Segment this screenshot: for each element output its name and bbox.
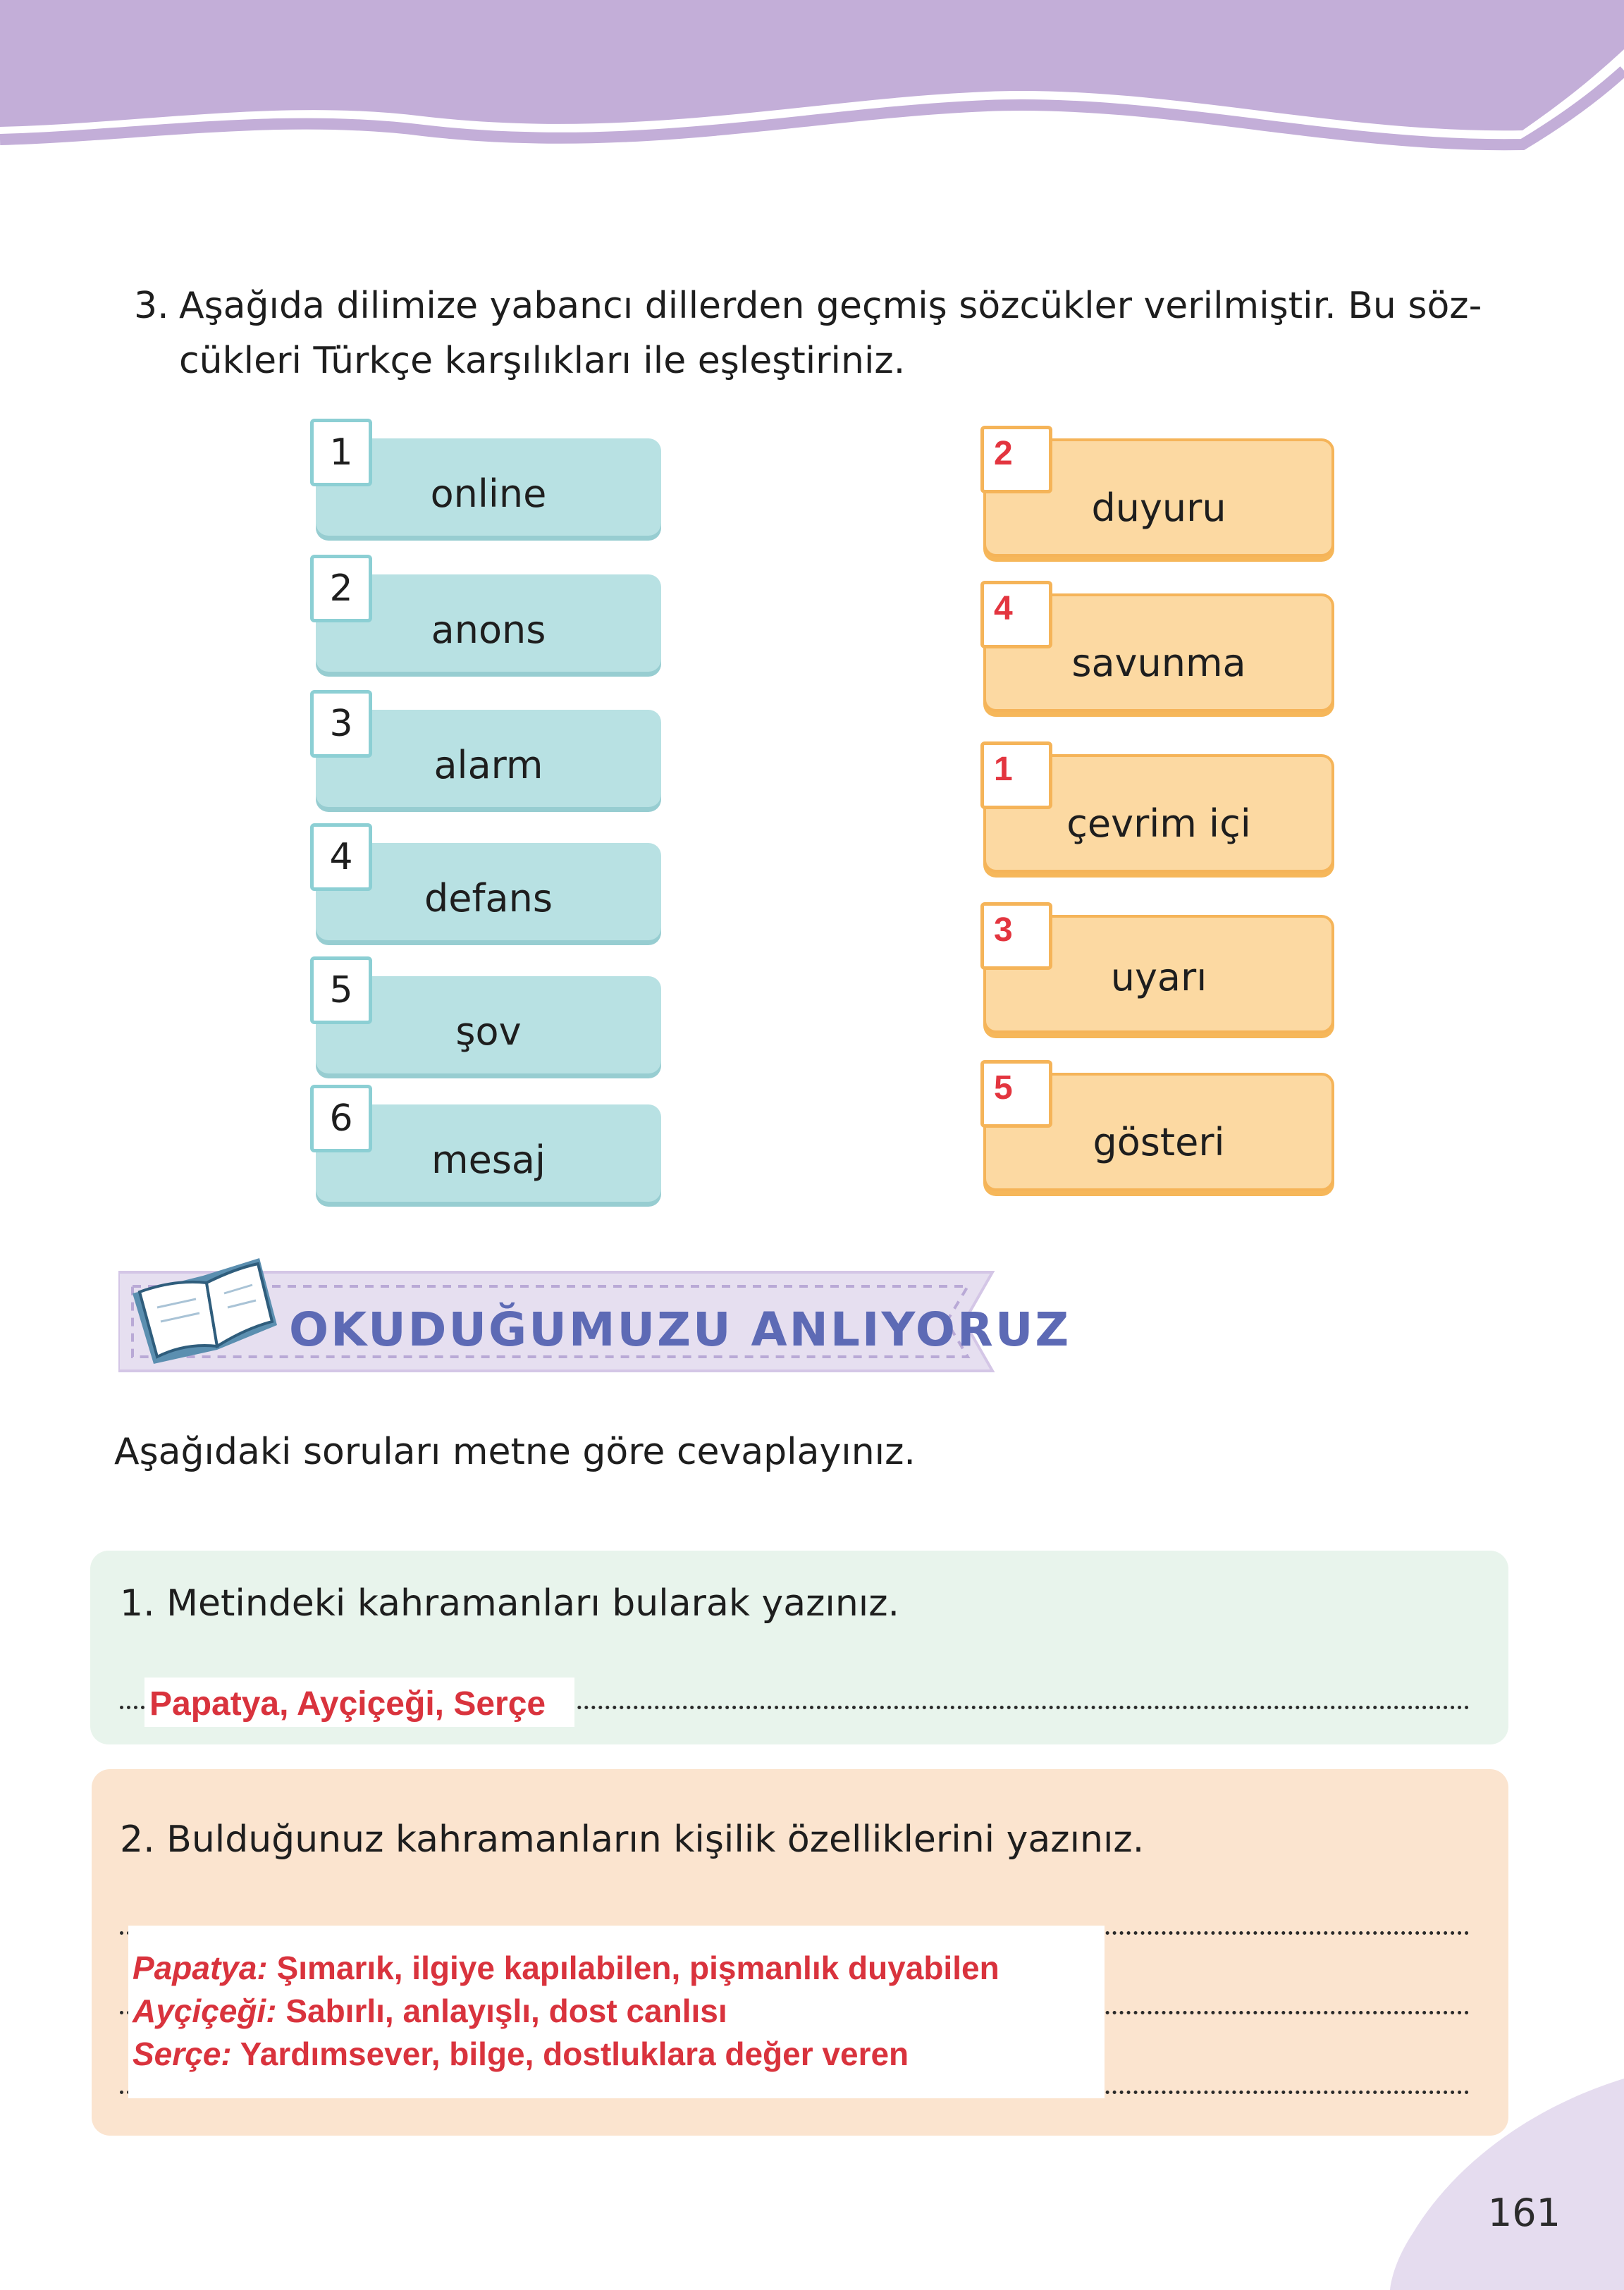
card-number: 1 [310, 419, 372, 486]
card-word: alarm [433, 743, 543, 787]
word-card [316, 567, 661, 672]
card-word: anons [431, 608, 546, 652]
answer-value: Sabırlı, anlayışlı, dost canlısı [285, 1993, 727, 2029]
card-word: duyuru [1091, 486, 1226, 530]
answer-box[interactable]: 2 [980, 426, 1052, 493]
card-number: 5 [310, 956, 372, 1024]
card-number: 2 [310, 555, 372, 622]
word-card [316, 703, 661, 807]
card-word: online [430, 472, 547, 516]
answer-box[interactable]: 1 [980, 741, 1052, 809]
question-text: Aşağıda dilimize yabancı dillerden geçmiş sözcükler verilmiştir. Bu söz-cükleri Türkçe karşılıkları ile eşleştiriniz. [179, 285, 1482, 382]
card-word: gösteri [1093, 1120, 1225, 1164]
question-3 [134, 278, 1515, 388]
meaning-card [983, 911, 1334, 1033]
word-card [316, 836, 661, 940]
corner-decoration [1356, 2079, 1624, 2290]
meaning-card [983, 751, 1334, 873]
card-number: 6 [310, 1085, 372, 1152]
meaning-card [983, 590, 1334, 712]
answer-label: Ayçiçeği: [133, 1993, 277, 2029]
question-number: 3. [134, 285, 169, 327]
card-word: savunma [1071, 641, 1246, 685]
card-word: defans [424, 876, 553, 921]
page-number: 161 [1487, 2191, 1561, 2235]
answer-value: Şımarık, ilgiye kapılabilen, pişmanlık duyabilen [276, 1950, 999, 1986]
meaning-card [983, 1069, 1334, 1191]
question-1-answer[interactable]: Papatya, Ayçiçeği, Serçe [149, 1685, 546, 1723]
meaning-card [983, 435, 1334, 557]
answer-label: Serçe: [133, 2036, 232, 2072]
card-number: 3 [310, 690, 372, 758]
word-card [316, 969, 661, 1073]
section-title: OKUDUĞUMUZU ANLIYORUZ [289, 1303, 1071, 1357]
question-1-text: 1. Metindeki kahramanları bularak yazınız. [120, 1582, 900, 1625]
answer-box[interactable]: 3 [980, 902, 1052, 970]
card-word: mesaj [431, 1138, 546, 1182]
card-number: 4 [310, 823, 372, 891]
question-2-answer-line[interactable] [133, 2035, 909, 2073]
instruction-text: Aşağıdaki soruları metne göre cevaplayınız. [114, 1431, 916, 1473]
word-card [316, 431, 661, 536]
question-2-answer-line[interactable] [133, 1992, 727, 2030]
word-card [316, 1097, 661, 1202]
question-2-answer-line[interactable] [133, 1949, 999, 1987]
header-wave-decoration [0, 0, 1624, 169]
answer-box[interactable]: 5 [980, 1060, 1052, 1128]
answer-box[interactable]: 4 [980, 581, 1052, 648]
card-word: çevrim içi [1066, 801, 1251, 846]
answer-label: Papatya: [133, 1950, 268, 1986]
card-word: şov [455, 1009, 522, 1054]
answer-value: Yardımsever, bilge, dostluklara değer veren [240, 2036, 909, 2072]
card-word: uyarı [1110, 955, 1207, 999]
question-2-text: 2. Bulduğunuz kahramanların kişilik özelliklerini yazınız. [120, 1818, 1145, 1861]
